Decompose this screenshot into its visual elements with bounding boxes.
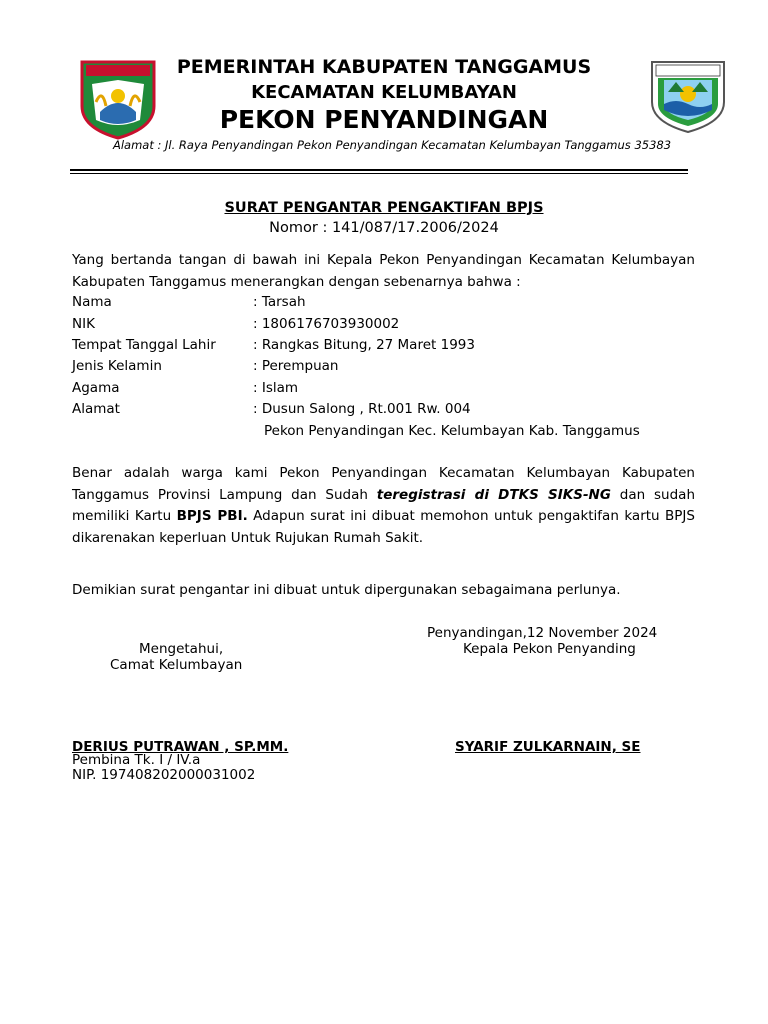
header-government: PEMERINTAH KABUPATEN TANGGAMUS [176,56,592,78]
left-signer-name: DERIUS PUTRAWAN , SP.MM. [72,739,289,755]
body-paragraph [72,463,695,549]
bpjs-type: BPJS PBI. [176,508,248,524]
field-value: : Perempuan [253,358,339,374]
header-address: Alamat : Jl. Raya Penyandingan Pekon Penyandingan Kecamatan Kelumbayan Tanggamus 35383 [112,138,672,152]
header-divider-thin [70,173,688,174]
field-label: Alamat [72,401,120,417]
field-address-continuation: Pekon Penyandingan Kec. Kelumbayan Kab. Tanggamus [264,423,640,439]
body-text: Benar adalah warga kami Pekon Penyandingan Kecamatan Kelumbayan Kabupaten Tanggamus Provinsi Lampung dan Sudah [72,465,695,503]
letter-number: Nomor : 141/087/17.2006/2024 [269,220,499,236]
field-label: Agama [72,380,120,396]
field-value: : 1806176703930002 [253,316,400,332]
field-label: Nama [72,294,112,310]
body-text: Adapun surat ini dibuat memohon untuk pengaktifan kartu BPJS dikarenakan keperluan Untuk Rujukan Rumah Sakit. [72,508,695,546]
field-label: Tempat Tanggal Lahir [72,337,216,353]
header-divider-thick [70,169,688,171]
field-label: NIK [72,316,95,332]
header-village: PEKON PENYANDINGAN [219,105,549,134]
body-text: dan sudah memiliki Kartu [72,486,696,524]
closing-paragraph: Demikian surat pengantar ini dibuat untuk dipergunakan sebagaimana perlunya. [72,582,621,598]
right-signer-name: SYARIF ZULKARNAIN, SE [455,739,641,755]
field-value: : Dusun Salong , Rt.001 Rw. 004 [253,401,471,417]
left-signer-role: Camat Kelumbayan [110,657,243,673]
place-date: Penyandingan,12 November 2024 [427,625,658,641]
left-acknowledgement: Mengetahui, [139,641,224,657]
field-value: : Islam [253,380,299,396]
intro-paragraph: Yang bertanda tangan di bawah ini Kepala Pekon Penyandingan Kecamatan Kelumbayan Kabupaten Tanggamus menerangkan dengan sebenarnya bahwa : [72,252,695,290]
field-value: : Tarsah [253,294,306,310]
left-signer-rank: Pembina Tk. I / IV.a [72,752,201,768]
letter-title: SURAT PENGANTAR PENGAKTIFAN BPJS [224,200,544,216]
field-label: Jenis Kelamin [72,358,162,374]
left-signer-nip: NIP. 197408202000031002 [72,767,256,783]
right-signer-role: Kepala Pekon Penyanding [463,641,636,657]
field-value: : Rangkas Bitung, 27 Maret 1993 [253,337,475,353]
header-district: KECAMATAN KELUMBAYAN [251,82,517,103]
dtks-registration: teregistrasi di DTKS SIKS-NG [376,486,611,503]
